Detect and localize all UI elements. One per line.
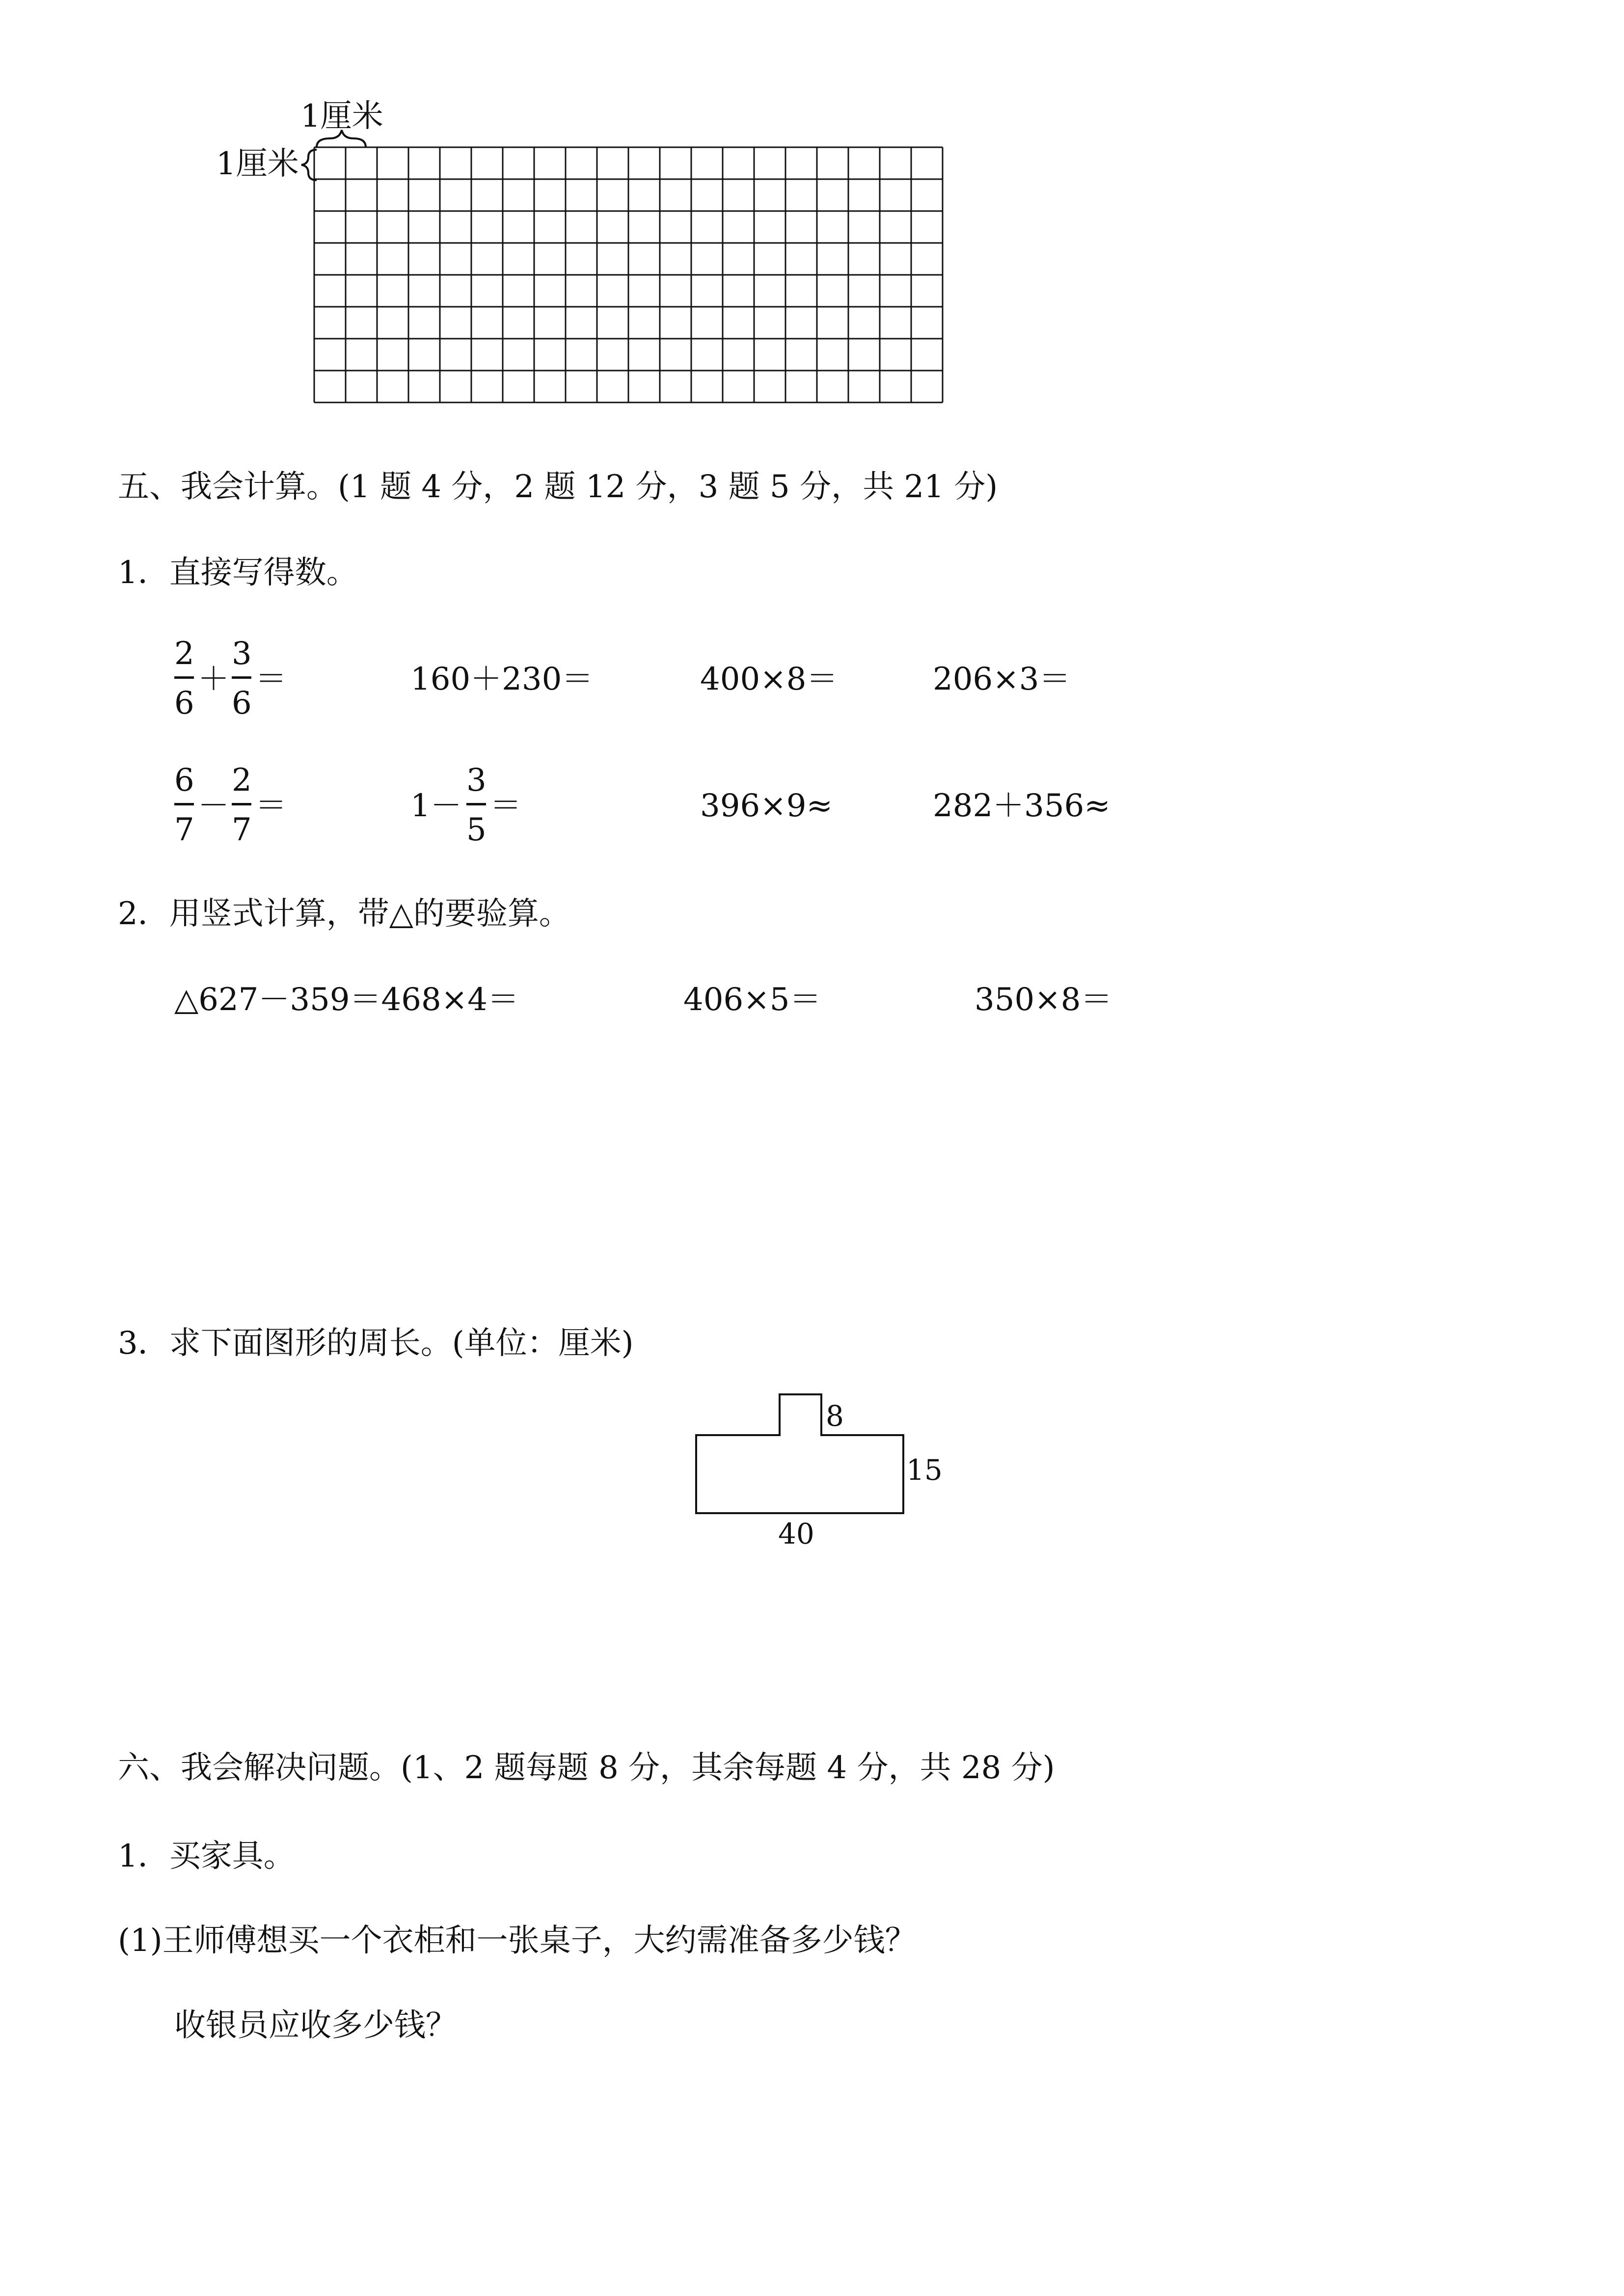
equals-sign: ＝ [490, 788, 521, 824]
expr-350x8: 350×8＝ [974, 982, 1112, 1018]
s6-q1-part2: 收银员应收多少钱？ [174, 2007, 457, 2044]
fraction-numerator: 6 [174, 762, 194, 799]
s6-q1-title: 1．买家具。 [118, 1838, 295, 1874]
equals-sign: ＝ [255, 661, 287, 697]
label-right-15: 15 [906, 1453, 943, 1487]
grid-label-top: 1厘米 [300, 98, 383, 134]
label-top-8: 8 [826, 1399, 844, 1433]
fraction-denominator: 6 [174, 685, 194, 721]
expr-396x9: 396×9≈ [700, 788, 833, 824]
plus-sign: ＋ [198, 661, 229, 697]
fraction-numerator: 2 [174, 636, 194, 672]
section6-title: 六、我会解决问题。(1、2 题每题 8 分，其余每题 4 分，共 28 分) [118, 1750, 1055, 1786]
minus-sign: － [198, 788, 229, 824]
grid-label-left: 1厘米 [216, 146, 299, 182]
q3-title: 3．求下面图形的周长。(单位：厘米) [118, 1325, 634, 1362]
fraction-numerator: 3 [466, 762, 487, 799]
fraction-denominator: 5 [466, 812, 487, 848]
q2-title: 2．用竖式计算，带△的要验算。 [118, 896, 570, 932]
section5-title: 五、我会计算。(1 题 4 分，2 题 12 分，3 题 5 分，共 21 分) [118, 469, 998, 505]
fraction-denominator: 6 [232, 685, 252, 721]
label-bottom-40: 40 [778, 1517, 814, 1550]
fraction-numerator: 3 [232, 636, 252, 672]
expr-282-plus-356: 282＋356≈ [933, 788, 1110, 824]
fraction-denominator: 7 [174, 812, 194, 848]
expr-206x3: 206×3＝ [933, 661, 1071, 697]
fraction-denominator: 7 [232, 812, 252, 848]
q1-title: 1．直接写得数。 [118, 555, 358, 591]
expr-406x5: 406×5＝ [683, 982, 821, 1018]
expr-160-plus-230: 160＋230＝ [410, 661, 594, 697]
expr-627-minus-359: △627－359＝468×4＝ [174, 982, 519, 1018]
s6-q1-part1: (1)王师傅想买一个衣柜和一张桌子，大约需准备多少钱？ [118, 1922, 917, 1959]
expr-1-minus: 1－ [410, 788, 462, 824]
expr-400x8: 400×8＝ [700, 661, 838, 697]
fraction-numerator: 2 [232, 762, 252, 799]
equals-sign: ＝ [255, 788, 287, 824]
